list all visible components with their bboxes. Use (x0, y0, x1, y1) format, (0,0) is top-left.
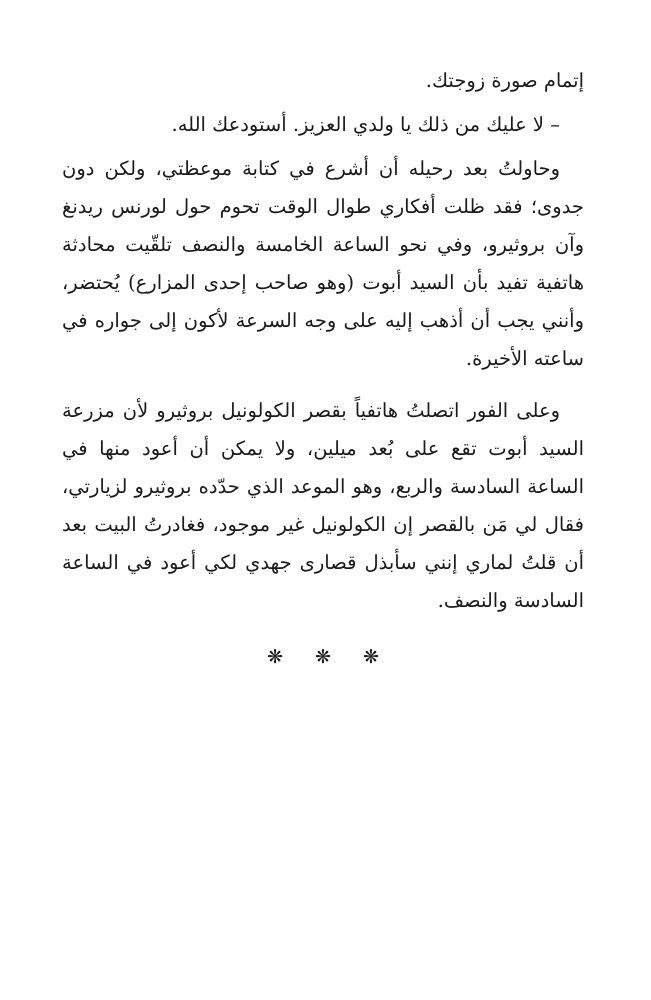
page-body (62, 62, 584, 672)
separator-star: ❋ (267, 646, 283, 668)
separator-star: ❋ (363, 646, 379, 668)
paragraph-1: إتمام صورة زوجتك. (425, 69, 584, 92)
separator-star: ❋ (315, 646, 331, 668)
paragraph-4: وعلى الفور اتصلتُ هاتفياً بقصر الكولونيل بروثيرو لأن مزرعة السيد أبوت تقع على بُعد ميلين، ولا يمكن أن أعود منها في الساعة السادسة والربع، وهو الموعد الذي حدّده بروثيرو لزيارتي، فقال لي مَن بالقصر إن الكولونيل غير موجود، فغادرتُ البيت بعد أن قلتُ لماري إنني سأبذل قصارى جهدي لكي أعود في الساعة السادسة والنصف. (62, 399, 584, 612)
section-separator (62, 642, 584, 672)
paragraph-3: وحاولتُ بعد رحيله أن أشرع في كتابة موعظتي، ولكن دون جدوى؛ فقد ظلت أفكاري طوال الوقت تحوم حول لورنس ريدنغ وآن بروثيرو، وفي نحو الساعة الخامسة والنصف تلقّيت محادثة هاتفية تفيد بأن السيد أبوت (وهو صاحب إحدى المزارع) يُحتضر، وأنني يجب أن أذهب إليه على وجه السرعة لأكون إلى جواره في ساعته الأخيرة. (62, 157, 584, 370)
paragraph-2: – لا عليك من ذلك يا ولدي العزيز. أستودعك الله. (171, 113, 560, 136)
